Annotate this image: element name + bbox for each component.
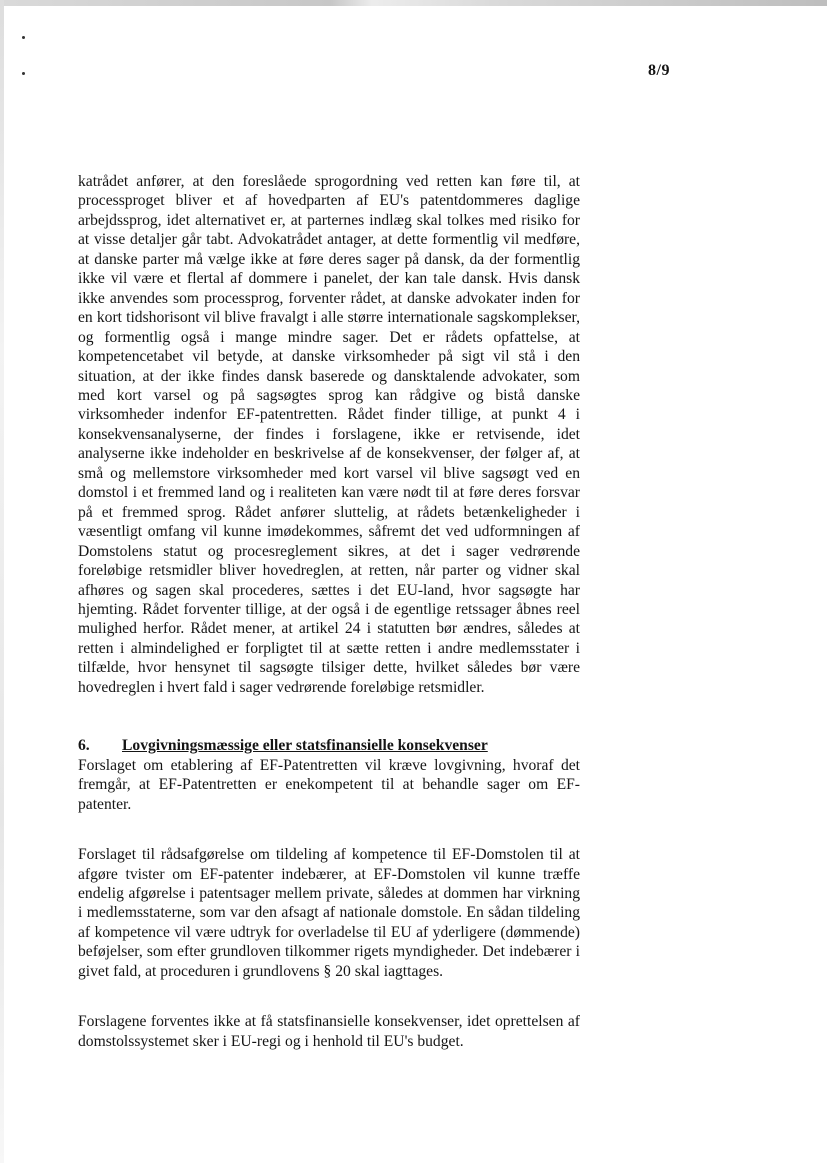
section-paragraph: Forslagene forventes ikke at få statsfinansielle konsekvenser, idet oprettelsen af domstolssystemet sker i EU-regi og i henhold til EU's budget.: [78, 1013, 580, 1050]
spacer: [78, 814, 580, 845]
section-paragraph: Forslaget om etablering af EF-Patentretten vil kræve lovgivning, hvoraf det fremgår, at EF-Patentretten er enekompetent til at behandle sager om EF-patenter.: [78, 756, 580, 813]
section-title: Lovgivningsmæssige eller statsfinansielle konsekvenser: [122, 737, 488, 755]
paragraph-continuation: katrådet anfører, at den foreslåede sprogordning ved retten kan føre til, at processproget bliver et af hovedparten af EU's patentdommeres daglige arbejdssprog, idet alternativet er, at parternes indlæg skal tolkes med risiko for at visse detaljer går tabt. Advokatrådet antager, at dette formentlig vil medføre, at danske parter må vælge ikke at føre deres sager på dansk, da der formentlig ikke vil være et flertal af dommere i panelet, der kan tale dansk. Hvis dansk ikke anvendes som processprog, forventer rådet, at danske advokater inden for en kort tidshorisont vil blive fravalgt i alle større internationale sagskomplekser, og formentlig også i mange mindre sager. Det er rådets opfattelse, at kompetencetabet vil betyde, at danske virksomheder på sigt vil stå i den situation, at der ikke findes dansk baserede og dansktalende advokater, som med kort varsel og på sagsøgtes sprog kan rådgive og bistå danske virksomheder indenfor EF-patentretten. Rådet finder tillige, at punkt 4 i konsekvensanalyserne, der findes i forslagene, ikke er retvisende, idet analyserne ikke indeholder en beskrivelse af de konsekvenser, der følger af, at små og mellemstore virksomheder med kort varsel vil blive sagsøgt ved en domstol i et fremmed land og i realiteten kan være nødt til at føre deres forsvar på et fremmed sprog. Rådet anfører sluttelig, at rådets betænkeligheder i væsentligt omfang vil kunne imødekommes, såfremt det ved udformningen af Domstolens statut og procesreglement sikres, at det i sager vedrørende foreløbige retsmidler bliver hovedreglen, at retten, når parter og vidner skal afhøres og sagen skal procederes, sættes i det EU-land, hvor sagsøgte har hjemting. Rådet forventer tillige, at der også i de egentlige retssager åbnes reel mulighed herfor. Rådet mener, at artikel 24 i statutten bør ændres, således at retten i almindelighed er forpligtet til at sætte retten i andre medlemsstater i tilfælde, hvor hensynet til sagsøgte tilsiger dette, hvilket således bør være hovedreglen i hvert fald i sager vedrørende foreløbige retsmidler.: [78, 173, 580, 696]
document-body: [78, 172, 580, 1051]
scan-top-edge: [0, 0, 827, 6]
spacer: [78, 981, 580, 1012]
section-number: 6.: [78, 737, 90, 755]
section-paragraph: Forslaget til rådsafgørelse om tildeling af kompetence til EF-Domstolen til at afgøre tvister om EF-patenter indebærer, at EF-Domstolen vil kunne træffe endelig afgørelse i patentsager mellem private, således at dommen har virkning i medlemsstaterne, som var den afsagt af nationale domstole. En sådan tildeling af kompetence vil være udtryk for overladelse til EU af yderligere (dømmende) beføjelser, som efter grundloven tilkommer rigets myndigheder. Det indebærer i givet fald, at proceduren i grundlovens § 20 skal iagttages.: [78, 846, 580, 980]
section-heading: [78, 736, 580, 755]
scan-speck: [22, 72, 25, 75]
scan-speck: [22, 36, 25, 39]
page-number: 8/9: [648, 62, 670, 79]
spacer: [78, 697, 580, 736]
scan-left-edge: [0, 0, 4, 1163]
